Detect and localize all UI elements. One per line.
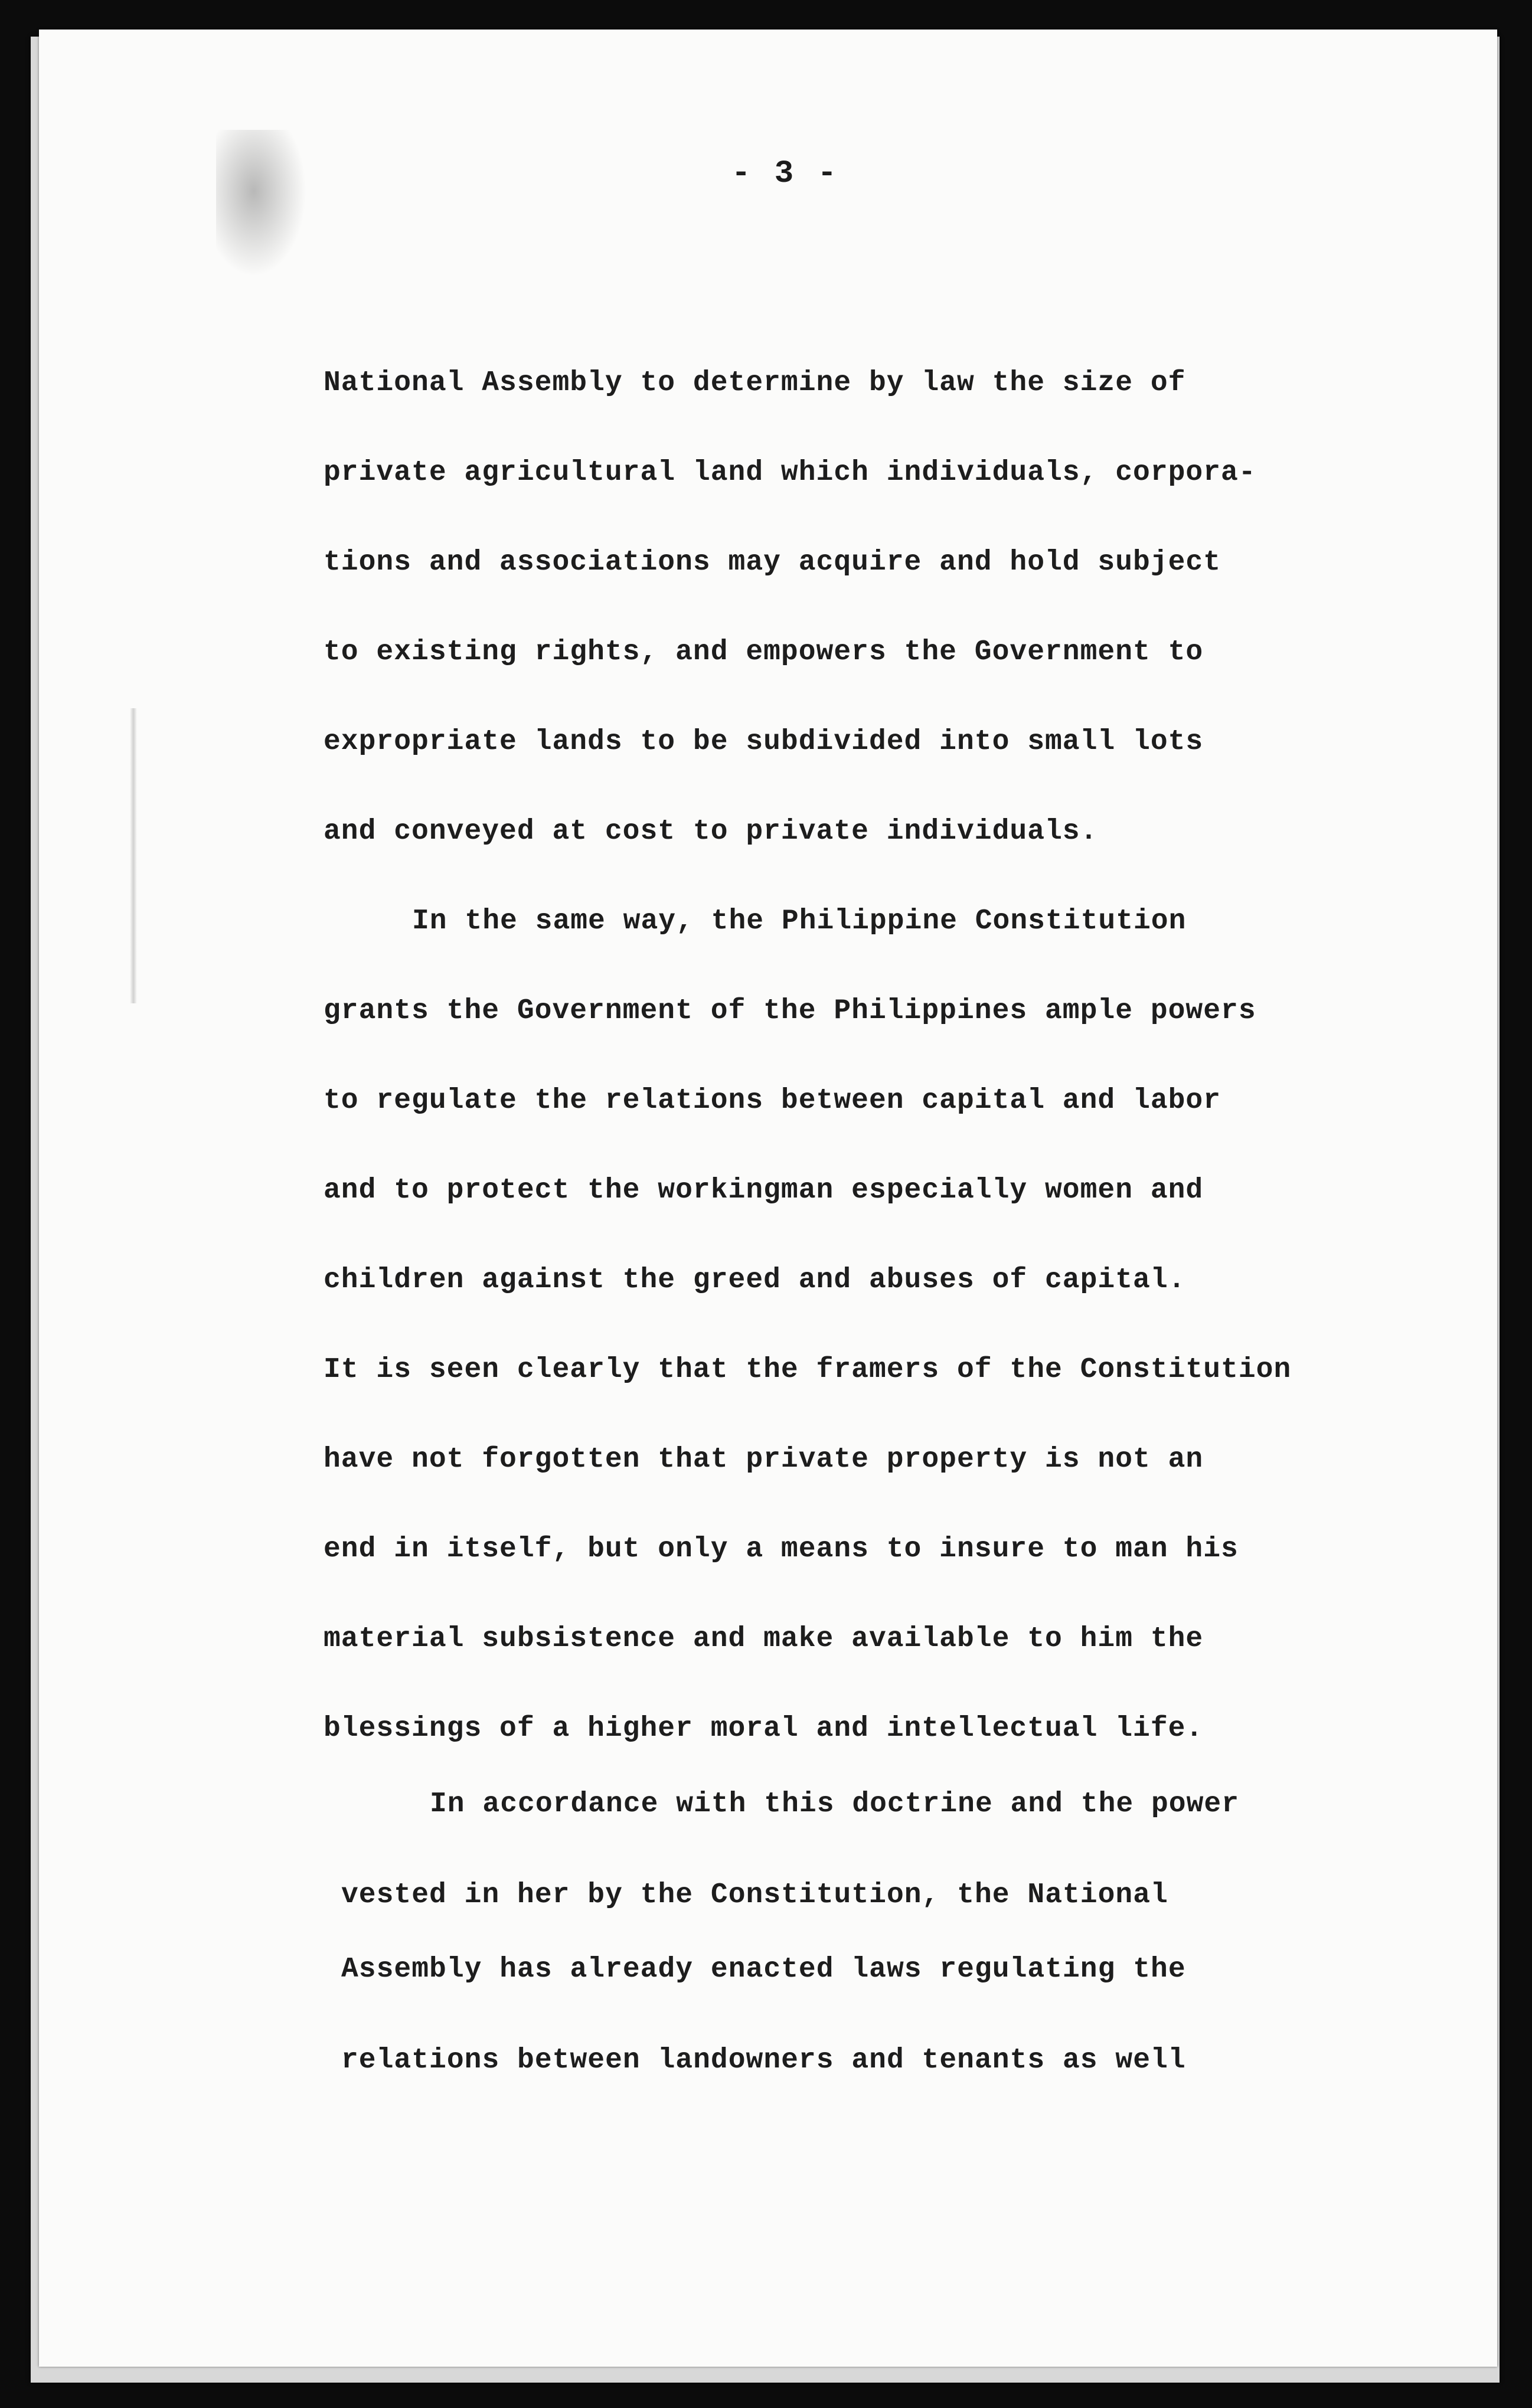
body-line: private agricultural land which individuals, corpora-	[324, 457, 1256, 489]
body-line: relations between landowners and tenants as well	[341, 2044, 1186, 2076]
body-line: grants the Government of the Philippines ample powers	[324, 995, 1256, 1027]
body-line: tions and associations may acquire and hold subject	[324, 547, 1221, 578]
paragraph-first-line: In accordance with this doctrine and the power	[430, 1788, 1240, 1820]
body-line: children against the greed and abuses of capital.	[324, 1264, 1186, 1296]
body-line: material subsistence and make available to him the	[324, 1623, 1204, 1655]
body-line: National Assembly to determine by law the size of	[324, 367, 1186, 399]
page-number: - 3 -	[731, 156, 840, 192]
body-line: vested in her by the Constitution, the National	[341, 1879, 1168, 1911]
body-line: and conveyed at cost to private individuals.	[324, 816, 1098, 848]
ink-smudge	[216, 130, 311, 283]
body-line: Assembly has already enacted laws regulating the	[341, 1954, 1186, 1985]
body-line: have not forgotten that private property is not an	[324, 1444, 1204, 1475]
body-line: and to protect the workingman especially women and	[324, 1174, 1204, 1206]
body-line: to existing rights, and empowers the Government to	[324, 636, 1204, 668]
paragraph-first-line: In the same way, the Philippine Constitution	[412, 905, 1187, 937]
body-line: expropriate lands to be subdivided into small lots	[324, 726, 1204, 758]
body-line: end in itself, but only a means to insure to man his	[324, 1533, 1239, 1565]
body-line: It is seen clearly that the framers of the Constitution	[324, 1354, 1292, 1386]
margin-marks	[116, 708, 151, 1003]
body-line: blessings of a higher moral and intellectual life.	[324, 1713, 1204, 1745]
body-line: to regulate the relations between capital and labor	[324, 1085, 1221, 1117]
